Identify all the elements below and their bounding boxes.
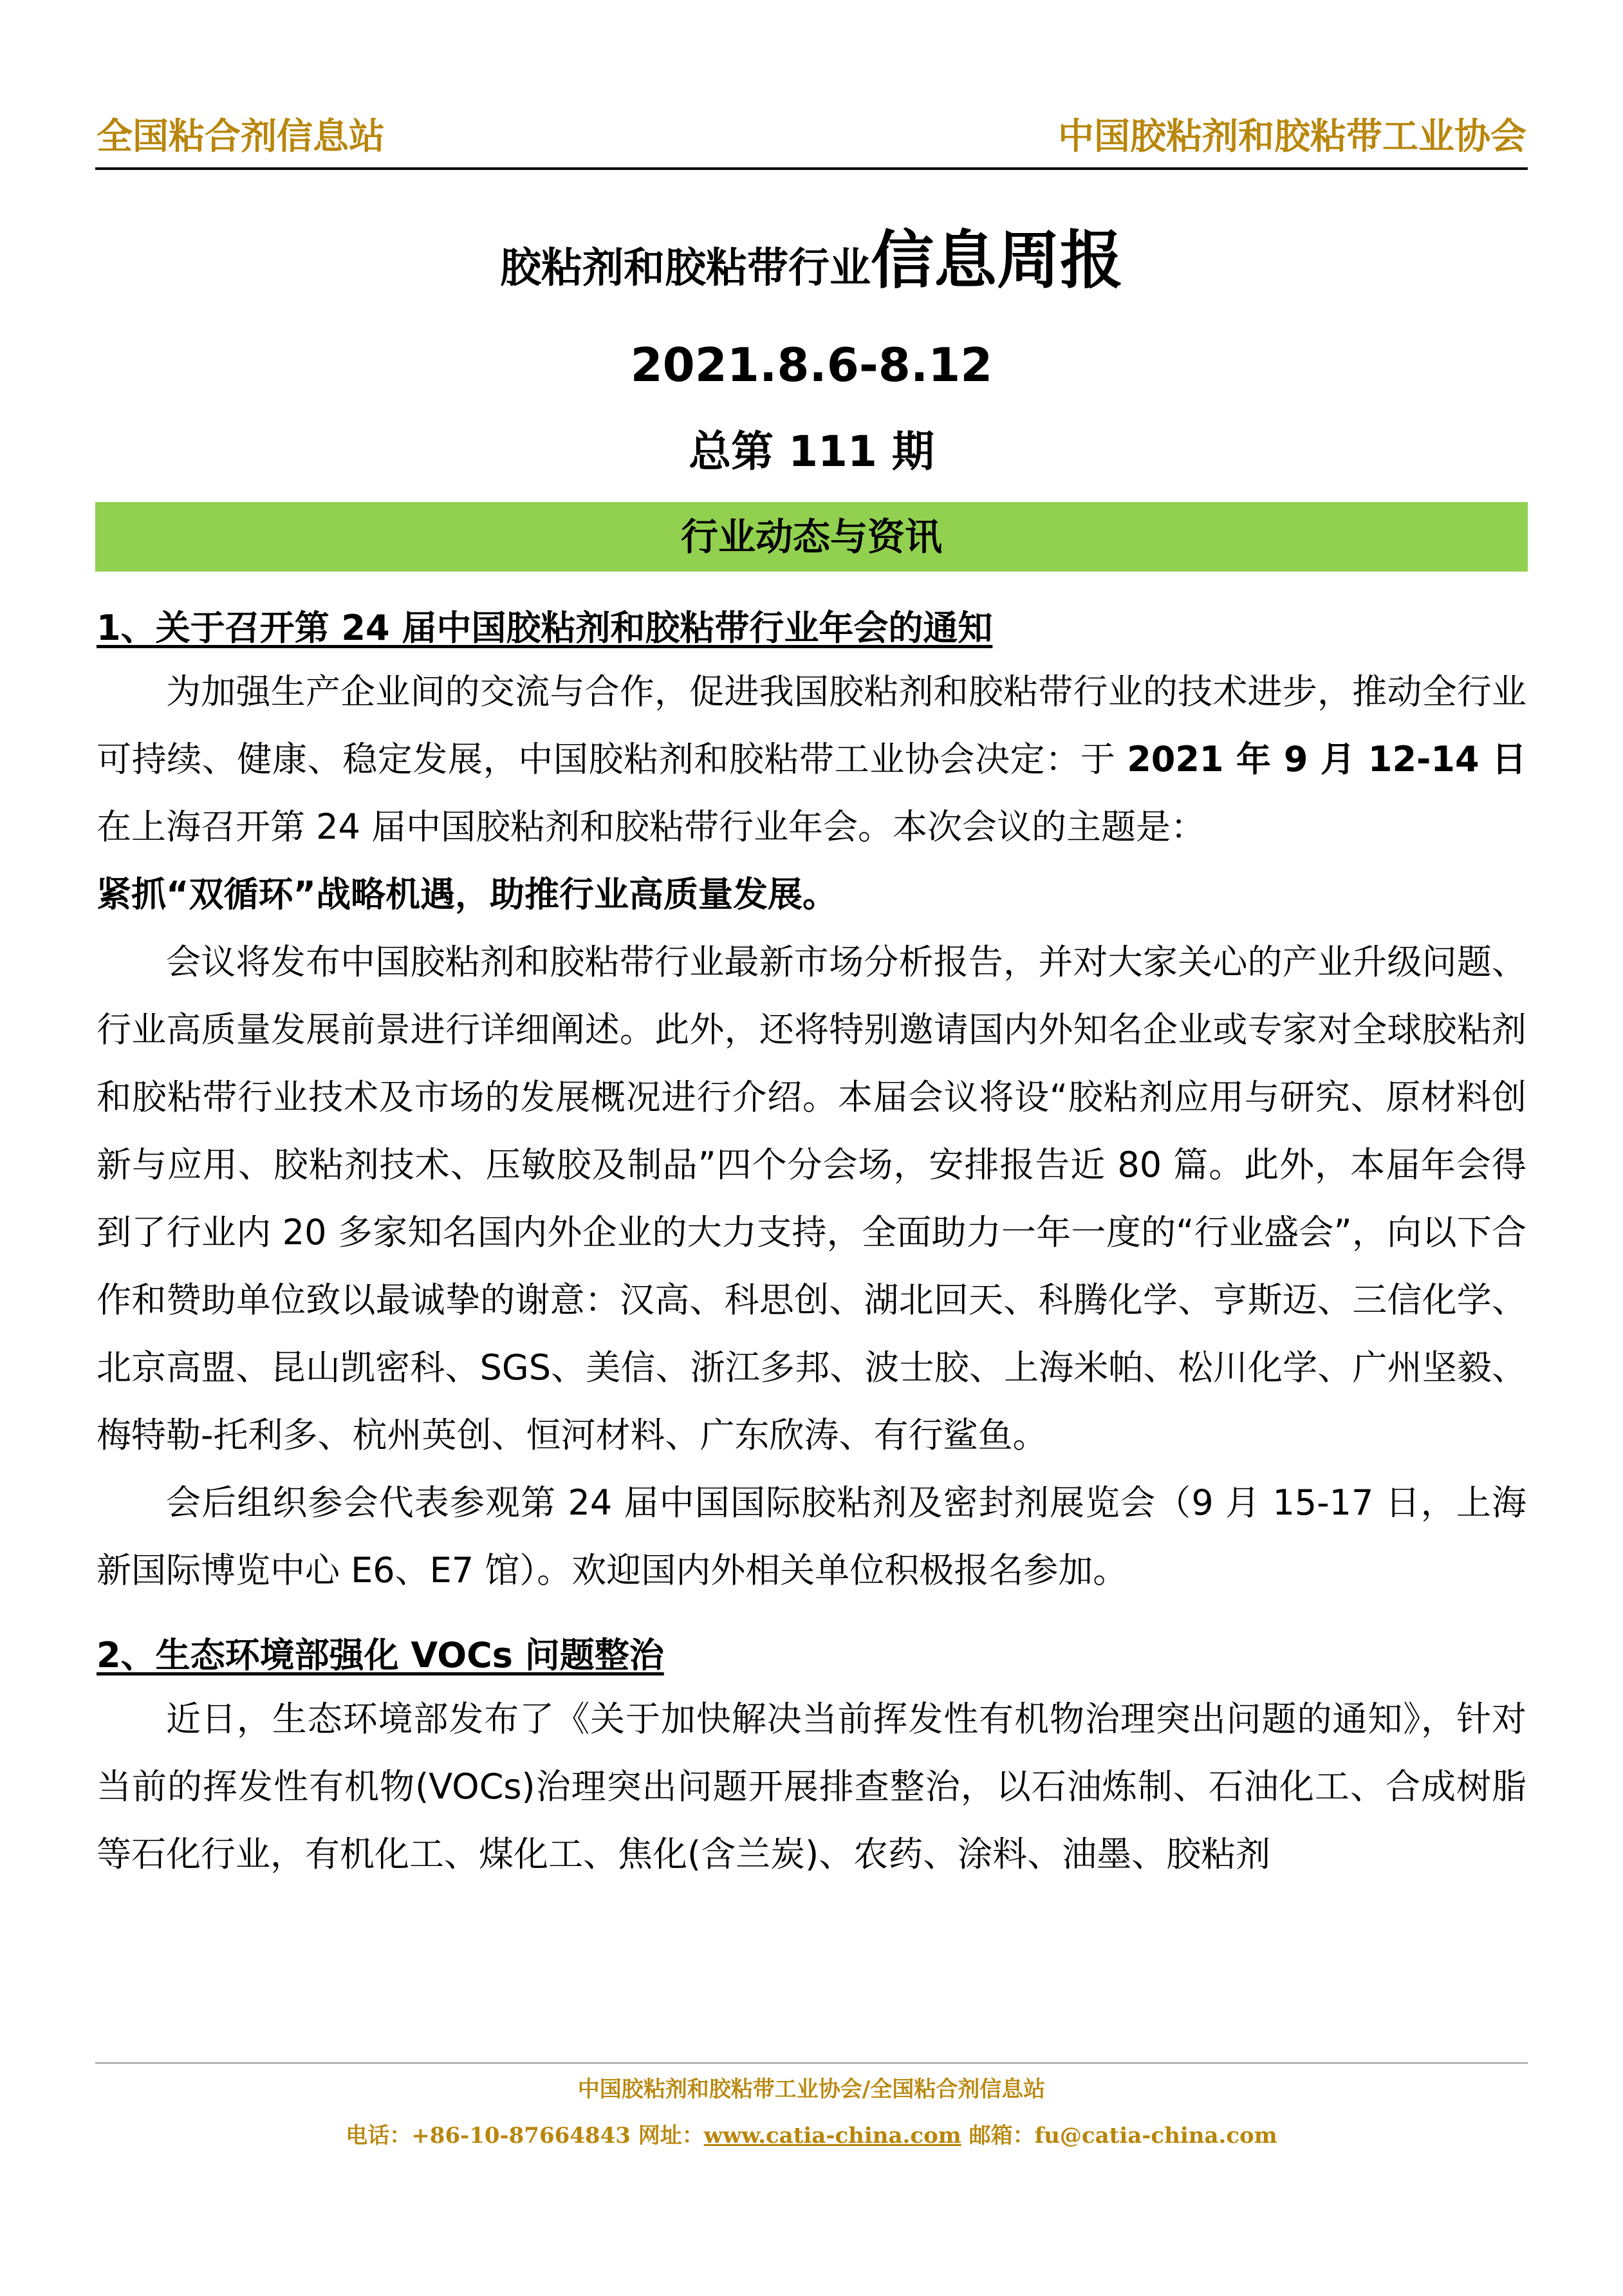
article-paragraph: 会后组织参会代表参观第 24 届中国国际胶粘剂及密封剂展览会（9 月 15-17 日，上海新国际博览中心 E6、E7 馆）。欢迎国内外相关单位积极报名参加。 xyxy=(97,1482,1526,1591)
meeting-theme: 紧抓“双循环”战略机遇，助推行业高质量发展。 xyxy=(97,874,837,915)
article-title[interactable]: 2、生态环境部强化 VOCs 问题整治 xyxy=(97,1635,664,1675)
issue-number: 总第 111 期 xyxy=(689,427,934,476)
article-paragraph: 会议将发布中国胶粘剂和胶粘带行业最新市场分析报告，并对大家关心的产业升级问题、行业高质量发展前景进行详细阐述。此外，还将特别邀请国内外知名企业或专家对全球胶粘剂和胶粘带行业技术及市场的发展概况进行介绍。本届会议将设“胶粘剂应用与研究、原材料创新与应用、胶粘剂技术、压敏胶及制品”四个分会场，安排报告近 80 篇。此外，本届年会得到了行业内 20 多家知名国内外企业的大力支持，全面助力一年一度的“行业盛会”，向以下合作和赞助单位致以最诚挚的谢意：汉高、科思创、湖北回天、科腾化学、亨斯迈、三信化学、北京高盟、昆山凯密科、SGS、美信、浙江多邦、波士胶、上海米帕、松川化学、广州坚毅、梅特勒-托利多、杭州英创、恒河材料、广东欣涛、有行鲨鱼。 xyxy=(97,942,1526,1455)
article-paragraph: 近日，生态环境部发布了《关于加快解决当前挥发性有机物治理突出问题的通知》，针对当前的挥发性有机物(VOCs)治理突出问题开展排查整治，以石油炼制、石油化工、合成树脂等石化行业，有机化工、煤化工、焦化(含兰炭)、农药、涂料、油墨、胶粘剂 xyxy=(97,1699,1526,1874)
title-prefix: 胶粘剂和胶粘带行业 xyxy=(499,245,871,292)
page-title xyxy=(0,210,1623,301)
section-header: 行业动态与资讯 xyxy=(95,502,1528,572)
footer-organization: 中国胶粘剂和胶粘带工业协会/全国粘合剂信息站 xyxy=(577,2077,1046,2102)
article-content xyxy=(97,599,1526,1888)
header-association-name: 中国胶粘剂和胶粘带工业协会 xyxy=(1058,116,1526,158)
spacer xyxy=(97,1604,1526,1626)
footer-contact xyxy=(0,2118,1623,2154)
title-main: 信息周报 xyxy=(870,224,1123,297)
article-title[interactable]: 1、关于召开第 24 届中国胶粘剂和胶粘带行业年会的通知 xyxy=(97,608,993,648)
article-paragraph xyxy=(97,658,1526,928)
header-site-name: 全国粘合剂信息站 xyxy=(97,116,385,158)
header-divider xyxy=(95,167,1528,170)
issue-date: 2021.8.6-8.12 xyxy=(630,338,993,392)
footer-website-link[interactable]: www.catia-china.com xyxy=(703,2123,961,2149)
paragraph-text: 为加强生产企业间的交流与合作，促进我国胶粘剂和胶粘带行业的技术进步，推动全行业可持续、健康、稳定发展，中国胶粘剂和胶粘带工业协会决定：于 xyxy=(97,671,1526,779)
footer-email: 邮箱：fu@catia-china.com xyxy=(961,2123,1277,2149)
meeting-date: 2021 年 9 月 12-14 日 xyxy=(1127,739,1526,779)
footer-divider xyxy=(95,2062,1528,2064)
paragraph-text: 在上海召开第 24 届中国胶粘剂和胶粘带行业年会。本次会议的主题是： xyxy=(97,807,1206,847)
footer-phone: 电话：+86-10-87664843 网址： xyxy=(346,2123,704,2149)
